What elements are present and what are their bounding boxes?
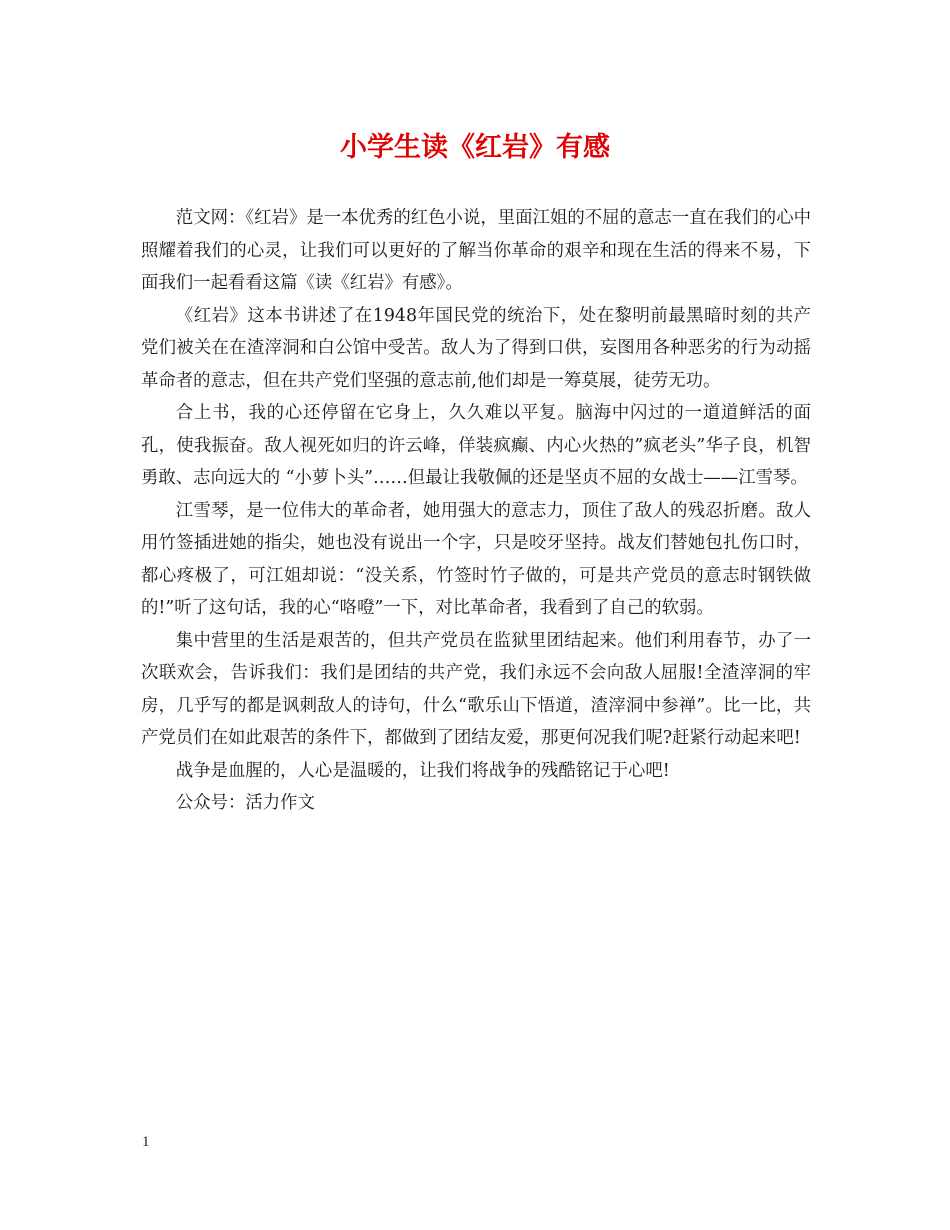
page-number: 1: [142, 1134, 150, 1150]
paragraph-prison-life: 集中营里的生活是艰苦的，但共产党员在监狱里团结起来。他们利用春节，办了一次联欢会，告诉我们：我们是团结的共产党，我们永远不会向敌人屈服!全渣滓洞的牢房，几乎写的都是讽刺敌人的诗句，什么“歌乐山下悟道，渣滓洞中参禅”。比一比，共产党员们在如此艰苦的条件下，都做到了团结友爱，那更何况我们呢?赶紧行动起来吧!: [141, 630, 811, 748]
document-title: 小学生读《红岩》有感: [340, 132, 610, 163]
paragraph-conclusion: 战争是血腥的，人心是温暖的，让我们将战争的残酷铭记于心吧!: [175, 760, 670, 781]
paragraph-jiang-xueqin: 江雪琴，是一位伟大的革命者，她用强大的意志力，顶住了敌人的残忍折磨。敌人用竹签插进她的指尖，她也没有说出一个字，只是咬牙坚持。战友们替她包扎伤口时，都心疼极了，可江姐却说：“没关系，竹签时竹子做的，可是共产党员的意志时钢铁做的!”听了这句话，我的心“咯噔”一下，对比革命者，我看到了自己的软弱。: [141, 500, 811, 618]
paragraph-public-account: 公众号：活力作文: [175, 793, 315, 813]
paragraph-book-summary: 《红岩》这本书讲述了在1948年国民党的统治下，处在黎明前最黑暗时刻的共产党们被关在在渣滓洞和白公馆中受苦。敌人为了得到口供，妄图用各种恶劣的行为动摇革命者的意志，但在共产党们坚强的意志前,他们却是一筹莫展，徒劳无功。: [141, 305, 811, 391]
paragraph-characters: 合上书，我的心还停留在它身上，久久难以平复。脑海中闪过的一道道鲜活的面孔，使我振奋。敌人视死如归的许云峰，佯装疯癫、内心火热的”疯老头”华子良，机智勇敢、志向远大的 “小萝卜头”……但最让我敬佩的还是坚贞不屈的女战士——江雪琴。: [141, 403, 811, 488]
document-body: [141, 202, 811, 820]
paragraph-intro: 范文网：《红岩》是一本优秀的红色小说，里面江姐的不屈的意志一直在我们的心中照耀着我们的心灵，让我们可以更好的了解当你革命的艰辛和现在生活的得来不易，下面我们一起看看这篇《读《红岩》有感》。: [141, 208, 811, 293]
